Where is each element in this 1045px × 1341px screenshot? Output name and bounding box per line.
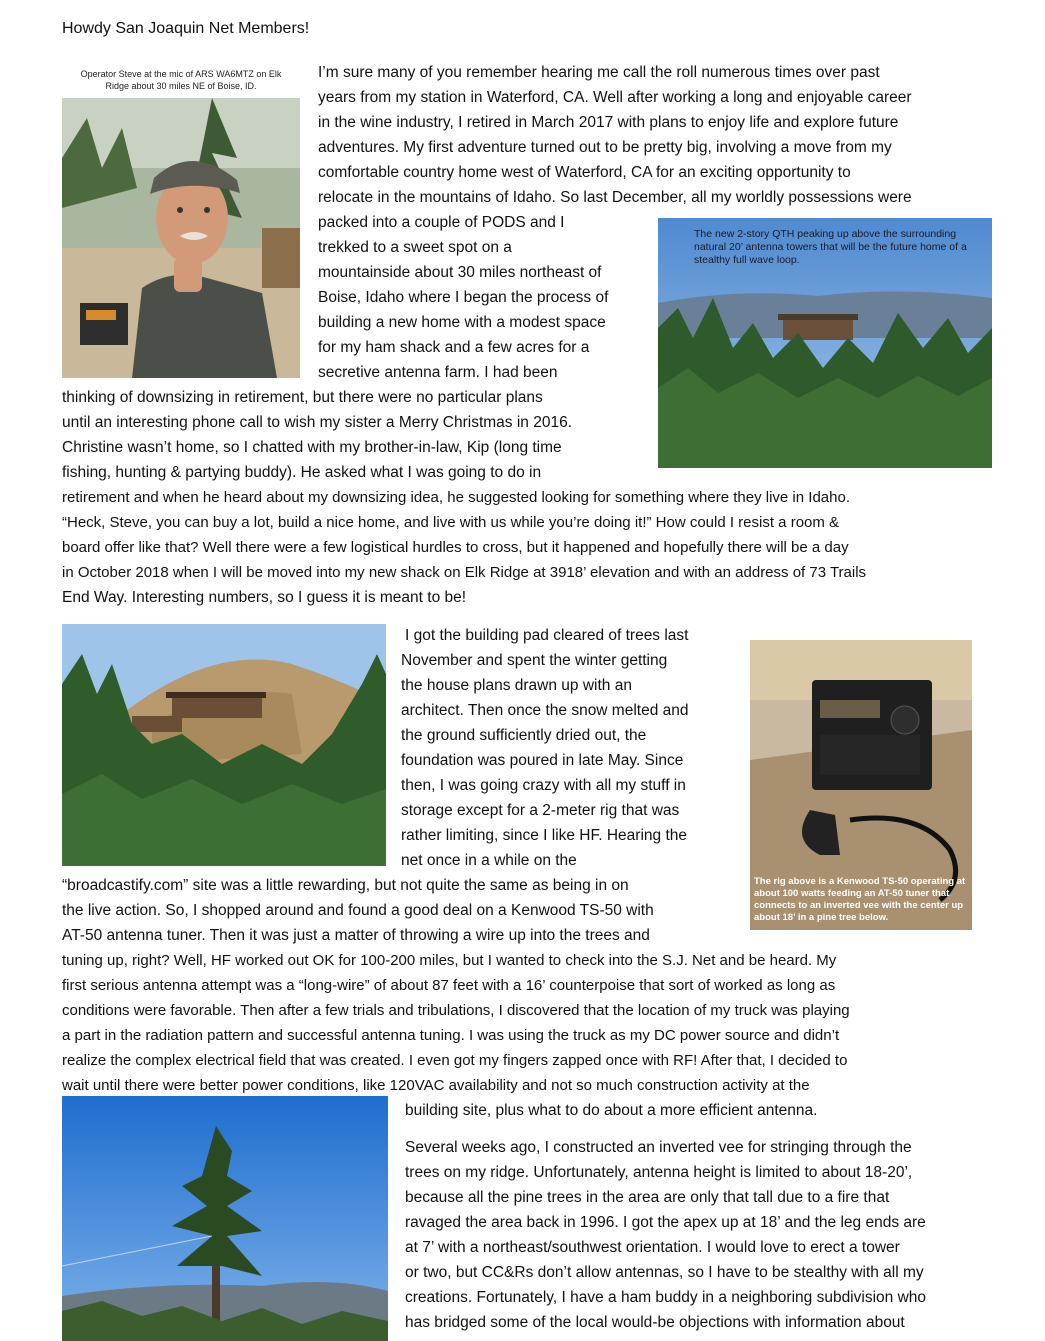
greeting-heading: Howdy San Joaquin Net Members! (62, 20, 310, 37)
paragraph-line: conditions were favorable. Then after a few trials and tribulations, I discovered that the location of my truck was playing (62, 1002, 850, 1019)
paragraph-line: comfortable country home west of Waterford, CA for an exciting opportunity to (318, 164, 851, 181)
paragraph-line: a part in the radiation pattern and successful antenna tuning. I was using the truck as my DC power source and didn’t (62, 1027, 840, 1044)
paragraph-line: I’m sure many of you remember hearing me call the roll numerous times over past (318, 64, 880, 81)
paragraph-line: adventures. My first adventure turned out to be pretty big, involving a move from my (318, 139, 892, 156)
paragraph-line: retirement and when he heard about my downsizing idea, he suggested looking for something where they live in Idaho. (62, 489, 850, 506)
paragraph-line: at 7’ with a northeast/southwest orientation. I would love to erect a tower (405, 1239, 900, 1256)
operator-photo (62, 98, 300, 378)
paragraph-line: thinking of downsizing in retirement, but there were no particular plans (62, 389, 543, 406)
operator-photo-caption: Operator Steve at the mic of ARS WA6MTZ on Elk Ridge about 30 miles NE of Boise, ID. (80, 69, 282, 91)
paragraph-line: building site, plus what to do about a more efficient antenna. (405, 1102, 818, 1119)
pine-tree-photo (62, 1096, 388, 1341)
paragraph-line: net once in a while on the (401, 852, 577, 869)
paragraph-line: packed into a couple of PODS and I (318, 214, 565, 231)
paragraph-line: End Way. Interesting numbers, so I guess it is meant to be! (62, 589, 467, 606)
paragraph-line: storage except for a 2-meter rig that was (401, 802, 680, 819)
paragraph-line: “broadcastify.com” site was a little rewarding, but not quite the same as being in on (62, 877, 629, 894)
paragraph-line: rather limiting, since I like HF. Hearing the (401, 827, 688, 844)
paragraph-line: ravaged the area back in 1996. I got the apex up at 18’ and the leg ends are (405, 1214, 926, 1231)
paragraph-line: wait until there were better power conditions, like 120VAC availability and not so much construction activity at the (62, 1077, 810, 1094)
paragraph-line: has bridged some of the local would-be objections with information about (405, 1314, 905, 1331)
paragraph-line: or two, but CC&Rs don’t allow antennas, so I have to be stealthy with all my (405, 1264, 924, 1281)
rig-photo-caption: The rig above is a Kenwood TS-50 operating at about 100 watts feeding an AT-50 tuner that connects to an inverted vee with the center up about 18’ in a pine tree below. (754, 876, 966, 923)
paragraph-line: the ground sufficiently dried out, the (401, 727, 647, 744)
paragraph-line: tuning up, right? Well, HF worked out OK for 100-200 miles, but I wanted to check into the S.J. Net and be heard. My (62, 952, 837, 969)
paragraph-line: trekked to a sweet spot on a (318, 239, 512, 256)
paragraph-line: AT-50 antenna tuner. Then it was just a matter of throwing a wire up into the trees and (62, 927, 650, 944)
paragraph-line: Several weeks ago, I constructed an inverted vee for stringing through the (405, 1139, 912, 1156)
paragraph-line: November and spent the winter getting (401, 652, 668, 669)
paragraph-line: architect. Then once the snow melted and (401, 702, 689, 719)
paragraph-line: Christine wasn’t home, so I chatted with my brother-in-law, Kip (long time (62, 439, 562, 456)
paragraph-line: secretive antenna farm. I had been (318, 364, 558, 381)
paragraph-line: until an interesting phone call to wish my sister a Merry Christmas in 2016. (62, 414, 572, 431)
paragraph-line: foundation was poured in late May. Since (401, 752, 684, 769)
paragraph-line: mountainside about 30 miles northeast of (318, 264, 602, 281)
paragraph-line: building a new home with a modest space (318, 314, 606, 331)
paragraph-line: fishing, hunting & partying buddy). He asked what I was going to do in (62, 464, 542, 481)
paragraph-line: the house plans drawn up with an (401, 677, 632, 694)
qth-photo-caption: The new 2-story QTH peaking up above the surrounding natural 20’ antenna towers that will be the future home of a stealthy full wave loop. (694, 228, 967, 266)
paragraph-line: years from my station in Waterford, CA. Well after working a long and enjoyable career (318, 89, 912, 106)
paragraph-line: for my ham shack and a few acres for a (318, 339, 590, 356)
paragraph-line: relocate in the mountains of Idaho. So last December, all my worldly possessions were (318, 189, 912, 206)
paragraph-line: in the wine industry, I retired in March 2017 with plans to enjoy life and explore future (318, 114, 899, 131)
paragraph-line: Boise, Idaho where I began the process of (318, 289, 609, 306)
paragraph-line: then, I was going crazy with all my stuff in (401, 777, 686, 794)
paragraph-line: realize the complex electrical field that was created. I even got my fingers zapped once with RF! After that, I decided to (62, 1052, 848, 1069)
house-hillside-photo (62, 624, 386, 866)
paragraph-line: “Heck, Steve, you can buy a lot, build a nice home, and live with us while you’re doing it!” How could I resist a room & (62, 514, 840, 531)
paragraph-line: in October 2018 when I will be moved into my new shack on Elk Ridge at 3918’ elevation and with an address of 73 Trails (62, 564, 867, 581)
paragraph-line: board offer like that? Well there were a few logistical hurdles to cross, but it happened and hopefully there will be a day (62, 539, 849, 556)
paragraph-line: I got the building pad cleared of trees last (405, 627, 689, 644)
paragraph-line: first serious antenna attempt was a “long-wire” of about 87 feet with a 16’ counterpoise that sort of worked as long as (62, 977, 836, 994)
paragraph-line: the live action. So, I shopped around and found a good deal on a Kenwood TS-50 with (62, 902, 654, 919)
paragraph-line: trees on my ridge. Unfortunately, antenna height is limited to about 18-20’, (405, 1164, 913, 1181)
paragraph-line: creations. Fortunately, I have a ham buddy in a neighboring subdivision who (405, 1289, 926, 1306)
paragraph-line: because all the pine trees in the area are only that tall due to a fire that (405, 1189, 890, 1206)
